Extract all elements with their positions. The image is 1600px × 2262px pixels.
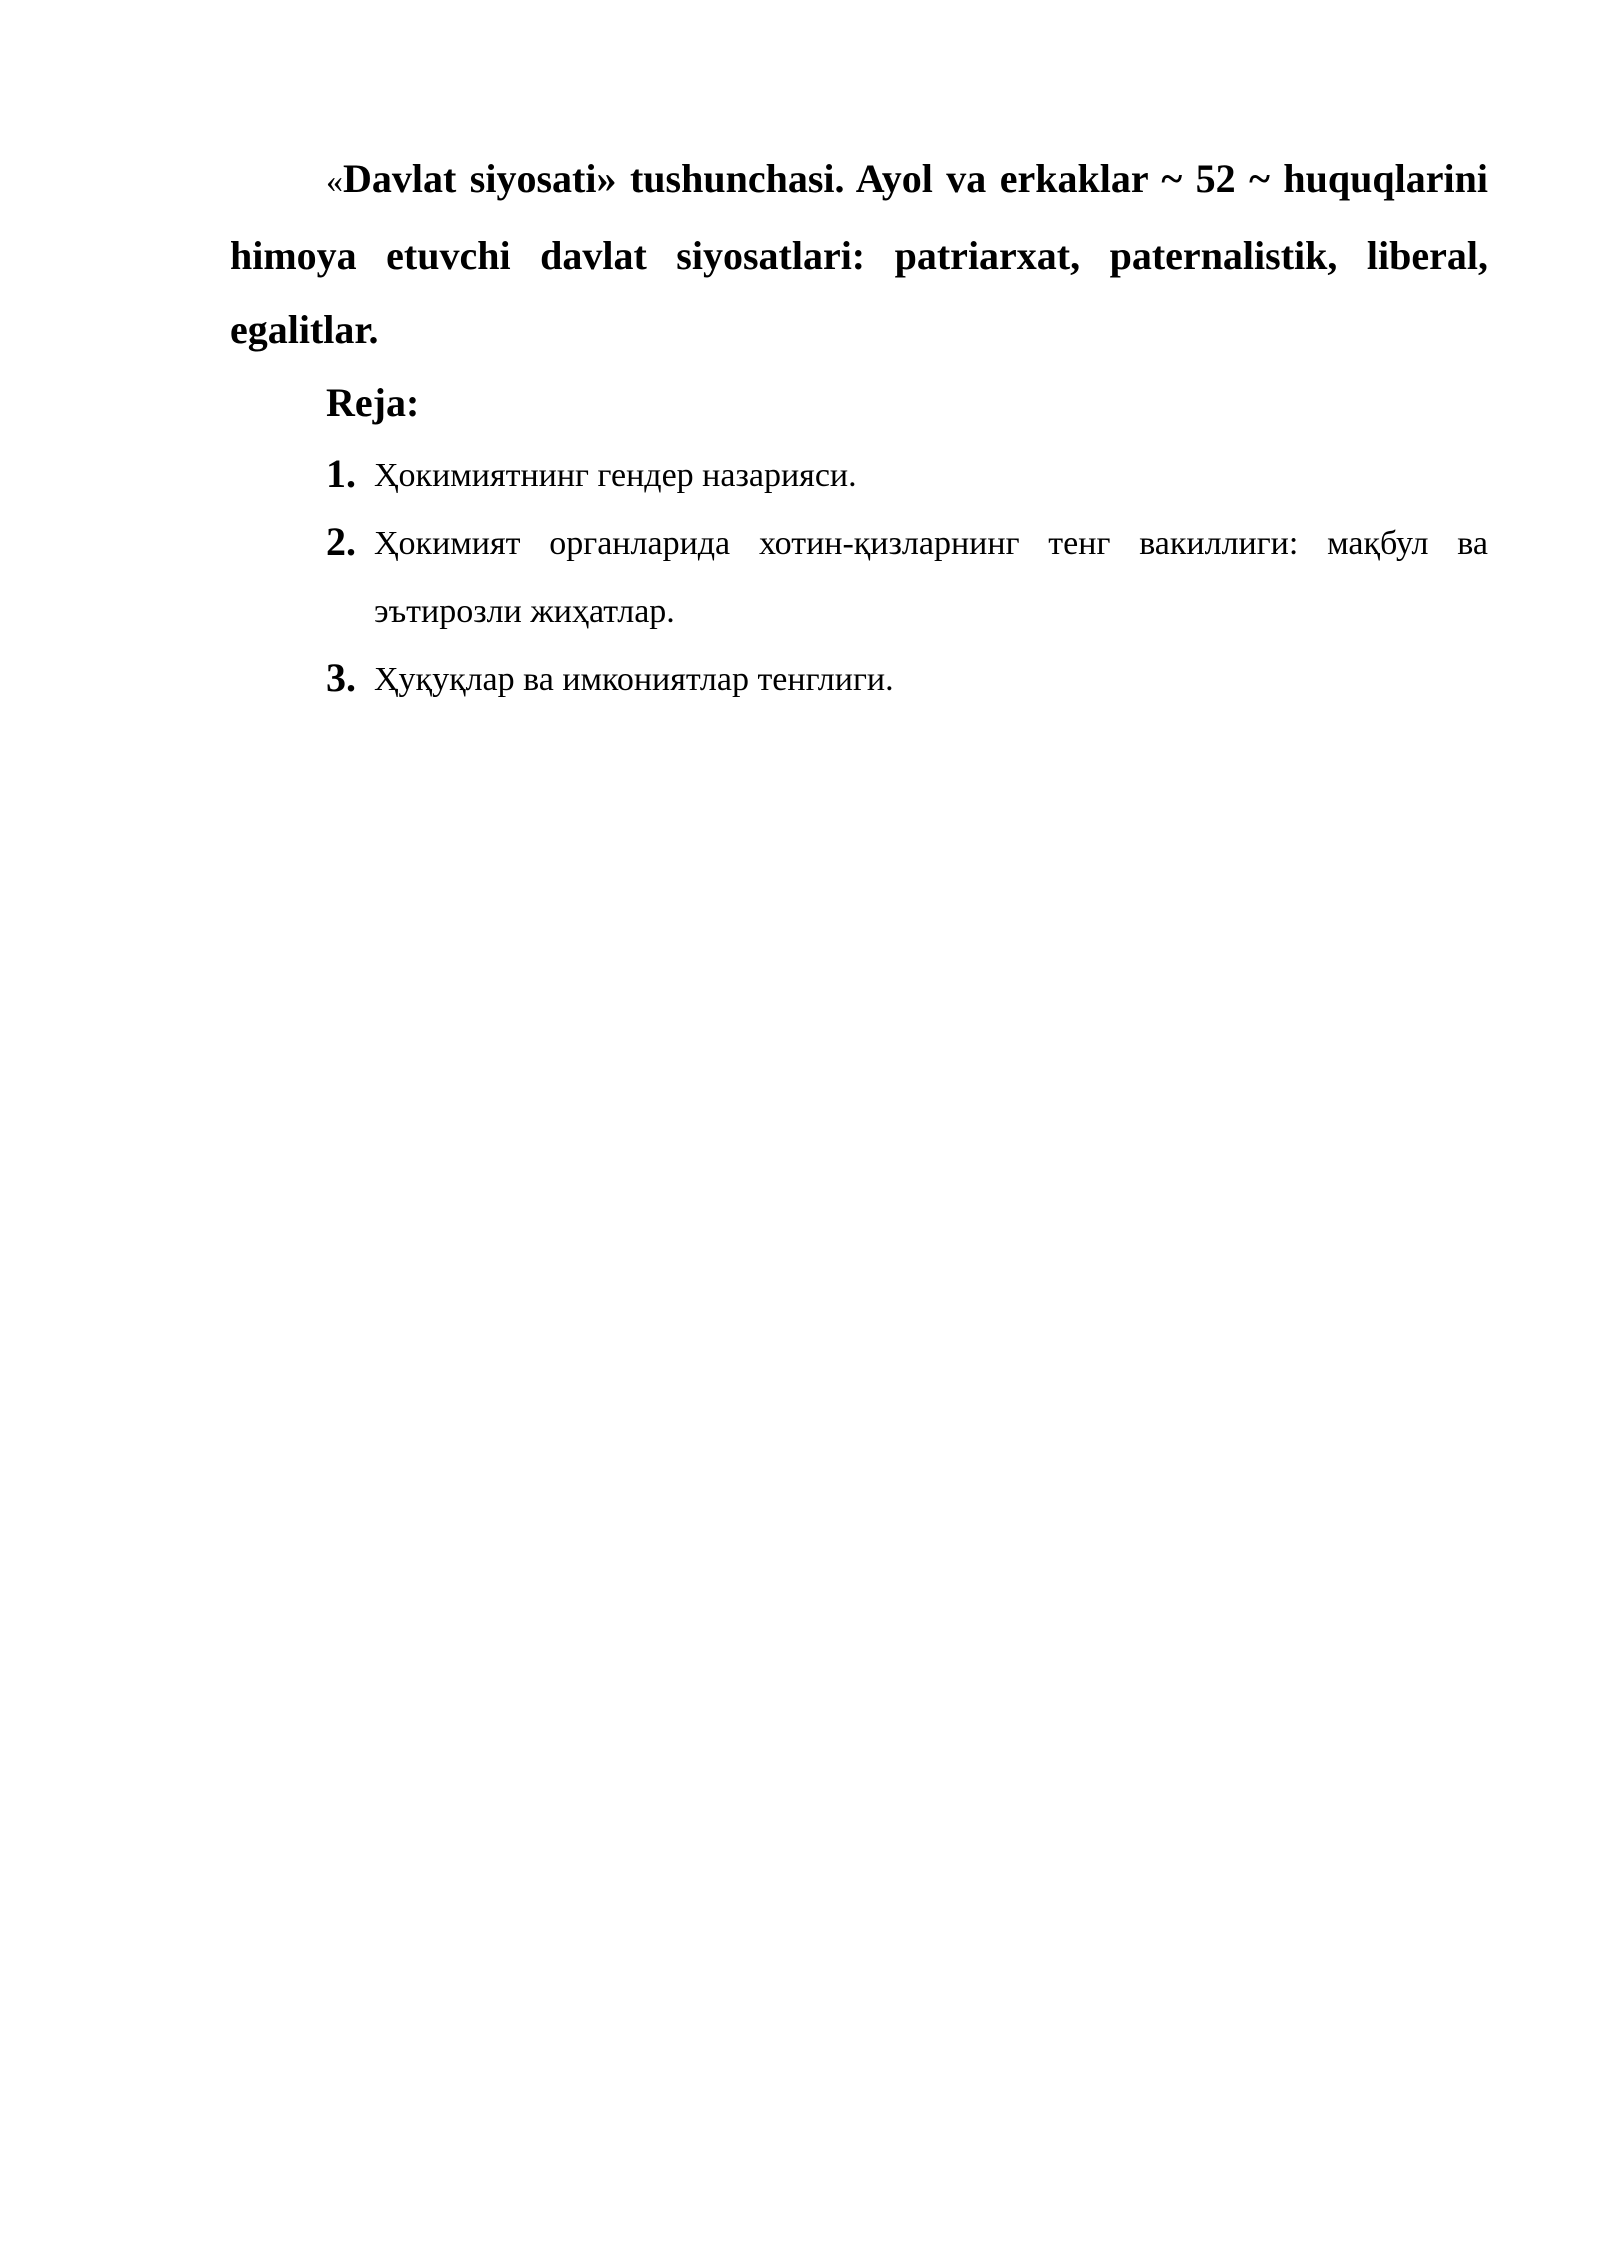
plan-item-text: Ҳуқуқлар ва имкониятлар тенглиги. [374, 661, 894, 698]
opening-quote: « [326, 163, 343, 200]
plan-item-1 [326, 442, 1488, 510]
plan-item-number: 3. [326, 655, 356, 700]
plan-item-2 [326, 510, 1488, 646]
plan-item-number: 1. [326, 451, 356, 496]
plan-item-text: Ҳокимият органларида хотин-қизларнинг тенг вакиллиги: мақбул ва эътирозли жиҳатлар. [374, 525, 1488, 630]
plan-item-3 [326, 646, 1488, 714]
section-heading [230, 142, 1488, 367]
section-heading-text: Davlat siyosati» tushunchasi. Ayol va erkaklar ~ 52 ~ huquqlarini himoya etuvchi davlat siyosatlari: patriarxat, paternalistik, liberal, egalitlar. [230, 156, 1488, 352]
plan-item-number: 2. [326, 519, 356, 564]
plan-title: Reja: [326, 380, 420, 425]
plan-item-text: Ҳокимиятнинг гендер назарияси. [374, 457, 857, 494]
plan-list [326, 442, 1488, 714]
